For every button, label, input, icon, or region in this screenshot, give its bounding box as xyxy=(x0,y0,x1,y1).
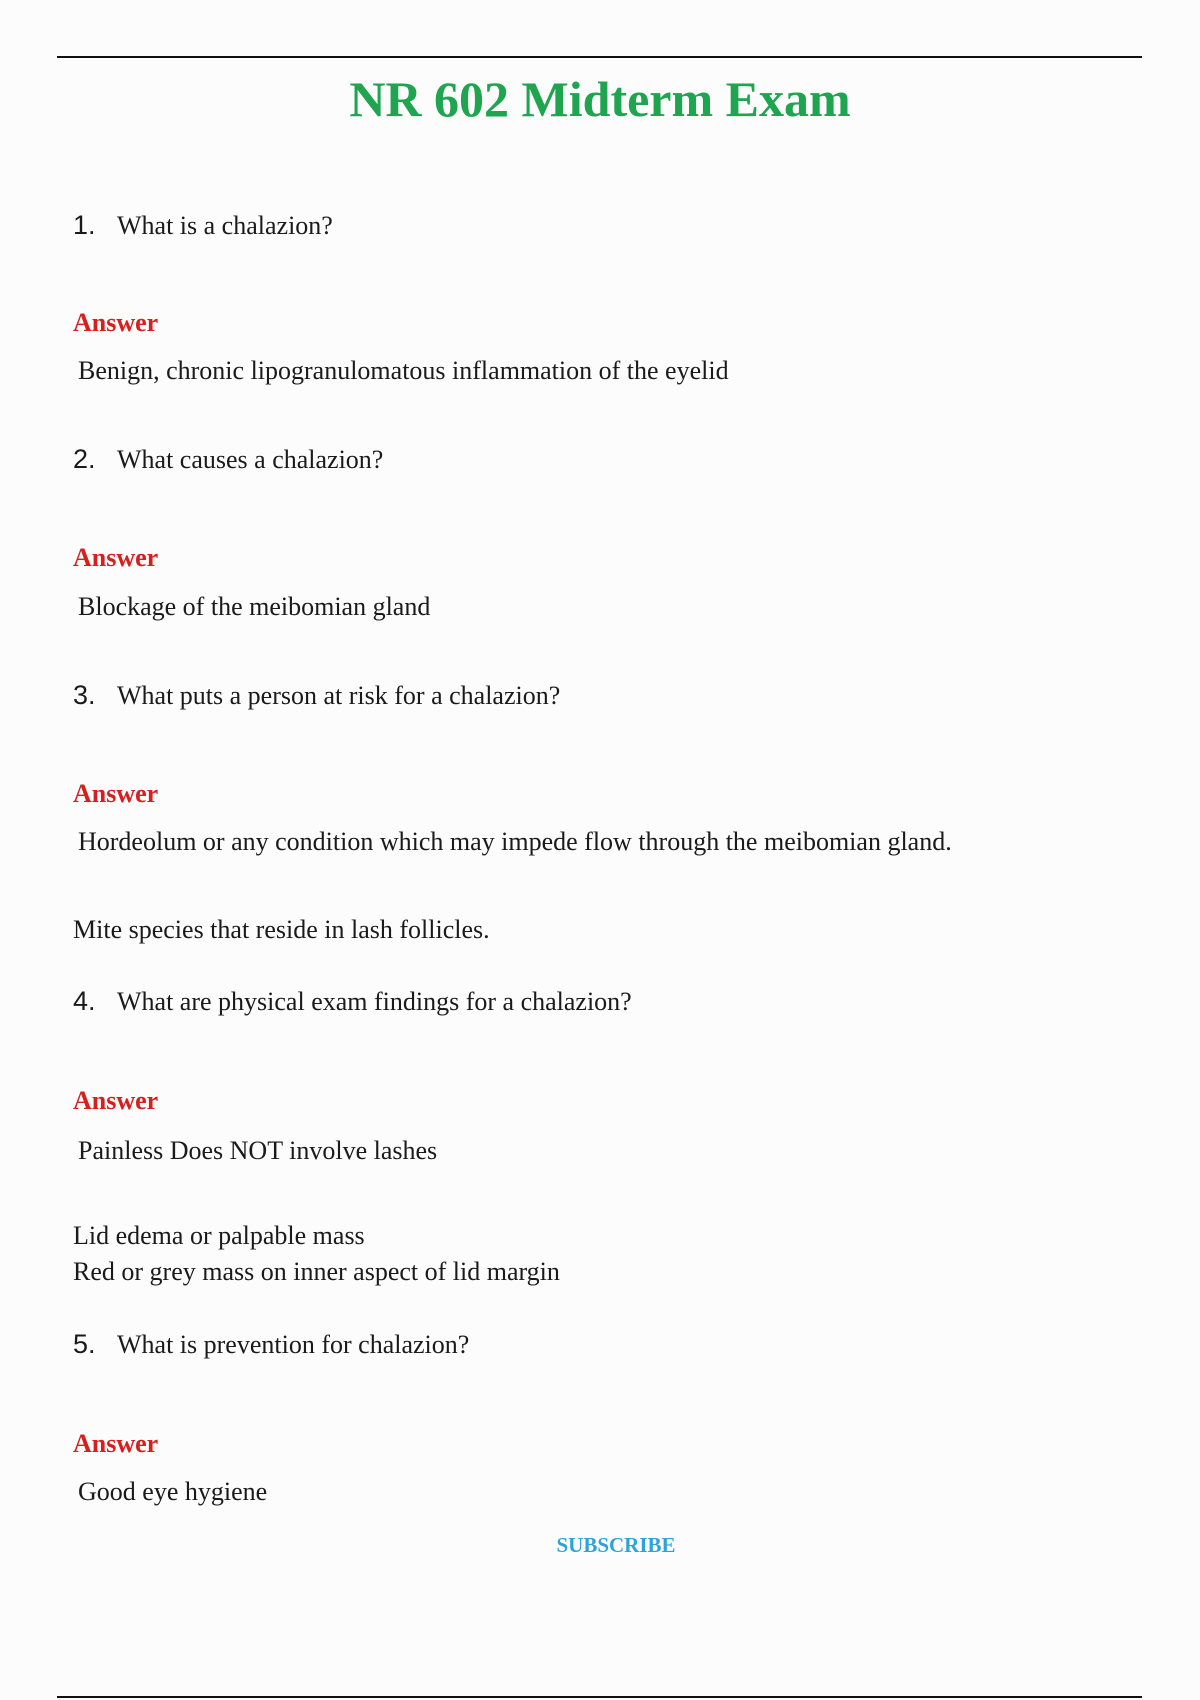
question-number: 2. xyxy=(73,444,96,474)
question-2 xyxy=(73,444,383,475)
answer-label: Answer xyxy=(73,1429,159,1458)
question-text: What are physical exam findings for a chalazion? xyxy=(117,987,632,1016)
answer-text: Hordeolum or any condition which may impede flow through the meibomian gland. xyxy=(78,827,952,856)
answer-text: Benign, chronic lipogranulomatous inflammation of the eyelid xyxy=(78,356,729,385)
answer-text: Mite species that reside in lash follicles. xyxy=(73,915,490,944)
top-rule xyxy=(57,56,1142,58)
question-text: What is a chalazion? xyxy=(117,211,333,240)
question-number: 1. xyxy=(73,210,96,240)
question-number: 5. xyxy=(73,1329,96,1359)
question-text: What is prevention for chalazion? xyxy=(117,1330,470,1359)
answer-label: Answer xyxy=(73,543,159,572)
answer-label: Answer xyxy=(73,308,159,337)
question-number: 4. xyxy=(73,986,96,1016)
question-text: What puts a person at risk for a chalazion? xyxy=(117,681,561,710)
question-number: 3. xyxy=(73,680,96,710)
answer-text: Good eye hygiene xyxy=(78,1477,268,1506)
question-3 xyxy=(73,680,560,711)
question-1 xyxy=(73,210,333,241)
question-5 xyxy=(73,1329,469,1360)
page-title: NR 602 Midterm Exam xyxy=(349,71,851,127)
answer-text: Lid edema or palpable mass xyxy=(73,1221,365,1250)
answer-text: Painless Does NOT involve lashes xyxy=(78,1136,438,1165)
answer-label: Answer xyxy=(73,779,159,808)
subscribe-link[interactable]: SUBSCRIBE xyxy=(556,1533,676,1557)
answer-text: Blockage of the meibomian gland xyxy=(78,592,431,621)
answer-label: Answer xyxy=(73,1086,159,1115)
question-4 xyxy=(73,986,632,1017)
question-text: What causes a chalazion? xyxy=(117,445,384,474)
answer-text: Red or grey mass on inner aspect of lid margin xyxy=(73,1257,560,1286)
bottom-rule xyxy=(57,1696,1142,1698)
